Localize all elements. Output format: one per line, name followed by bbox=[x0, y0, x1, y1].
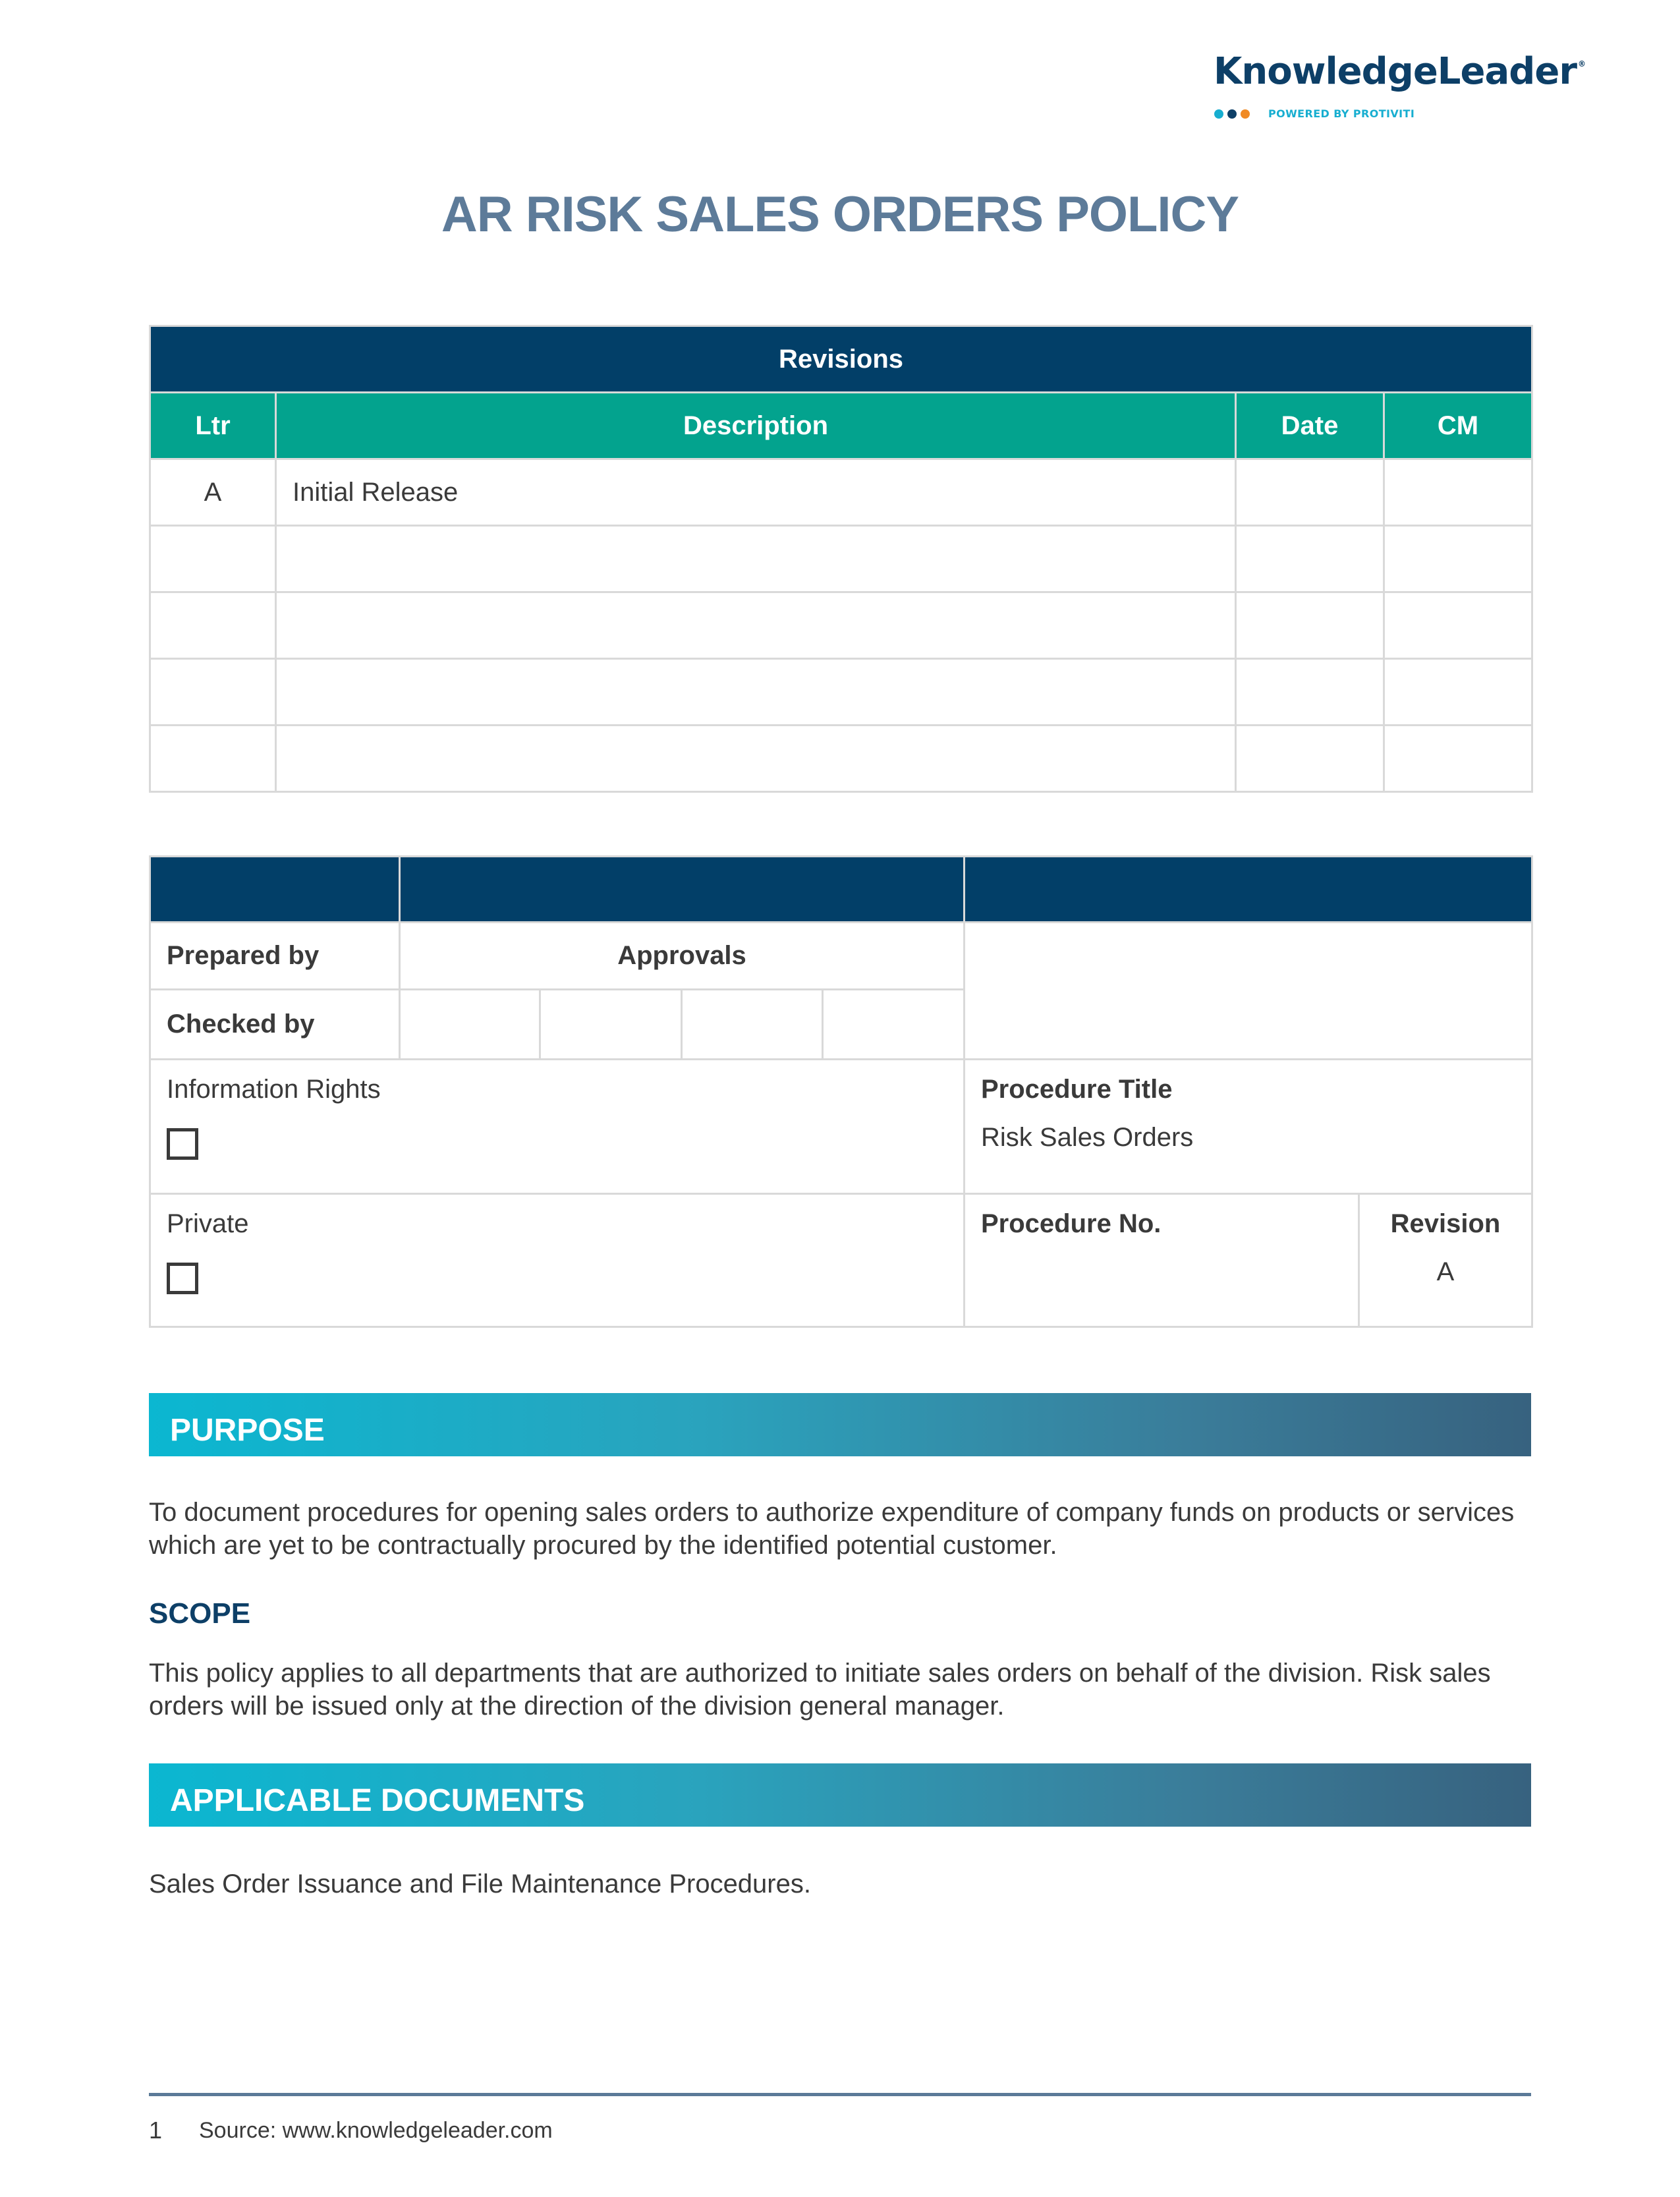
header-cell-3 bbox=[965, 857, 1532, 923]
page-number: 1 bbox=[149, 2117, 163, 2144]
column-header-date: Date bbox=[1236, 393, 1384, 459]
logo-tagline: POWERED BY PROTIVITI bbox=[1268, 107, 1415, 120]
cell-date[interactable] bbox=[1236, 592, 1384, 659]
column-header-ltr: Ltr bbox=[150, 393, 276, 459]
header-cell-1 bbox=[150, 857, 400, 923]
table-row bbox=[150, 592, 1532, 659]
revisions-heading: Revisions bbox=[150, 326, 1532, 393]
private-label: Private bbox=[167, 1209, 249, 1238]
approvals-blank-cell[interactable] bbox=[965, 923, 1532, 1060]
approvals-label: Approvals bbox=[400, 923, 965, 990]
information-rights-row bbox=[150, 1060, 1532, 1194]
header-cell-2 bbox=[400, 857, 965, 923]
logo-dots-icon bbox=[1214, 109, 1250, 119]
cell-date[interactable] bbox=[1236, 459, 1384, 526]
document-title: AR RISK SALES ORDERS POLICY bbox=[441, 186, 1239, 243]
cell-date[interactable] bbox=[1236, 726, 1384, 792]
cell-description[interactable] bbox=[276, 659, 1236, 726]
prepared-row bbox=[150, 923, 1532, 990]
procedure-title-label: Procedure Title bbox=[981, 1075, 1173, 1104]
private-cell bbox=[150, 1194, 965, 1327]
procedure-title-cell bbox=[965, 1060, 1532, 1194]
revision-label: Revision bbox=[1390, 1209, 1501, 1238]
information-rights-label: Information Rights bbox=[167, 1075, 381, 1104]
registered-mark: ® bbox=[1577, 59, 1585, 69]
footer-divider bbox=[149, 2093, 1531, 2096]
information-rights-cell bbox=[150, 1060, 965, 1194]
cell-description[interactable] bbox=[276, 726, 1236, 792]
table-row bbox=[150, 526, 1532, 592]
approval-signature-4[interactable] bbox=[823, 990, 965, 1060]
cell-ltr[interactable] bbox=[150, 526, 276, 592]
approval-signature-3[interactable] bbox=[682, 990, 823, 1060]
purpose-text: To document procedures for opening sales orders to authorize expenditure of company funds on products or services which are yet to be contractually procured by the identified potential customer. bbox=[149, 1498, 1515, 1560]
prepared-by-label: Prepared by bbox=[150, 923, 400, 990]
cell-cm[interactable] bbox=[1384, 659, 1532, 726]
procedure-no-cell bbox=[965, 1194, 1359, 1327]
cell-ltr[interactable] bbox=[150, 726, 276, 792]
approval-signature-1[interactable] bbox=[400, 990, 540, 1060]
information-rights-checkbox[interactable] bbox=[167, 1128, 198, 1160]
table-row bbox=[150, 459, 1532, 526]
approval-signature-2[interactable] bbox=[540, 990, 682, 1060]
applicable-documents-text: Sales Order Issuance and File Maintenance Procedures. bbox=[149, 1869, 811, 1898]
private-checkbox[interactable] bbox=[167, 1263, 198, 1294]
knowledgeleader-logo bbox=[1214, 50, 1585, 93]
cell-ltr[interactable]: A bbox=[150, 459, 276, 526]
logo-dot-cyan-icon bbox=[1214, 109, 1223, 119]
cell-cm[interactable] bbox=[1384, 459, 1532, 526]
revisions-heading-row bbox=[150, 326, 1532, 393]
applicable-documents-banner bbox=[149, 1763, 1531, 1827]
revision-cell bbox=[1359, 1194, 1532, 1327]
signoff-table bbox=[149, 855, 1533, 1328]
cell-date[interactable] bbox=[1236, 526, 1384, 592]
cell-cm[interactable] bbox=[1384, 526, 1532, 592]
cell-cm[interactable] bbox=[1384, 726, 1532, 792]
table-row bbox=[150, 726, 1532, 792]
logo-wordmark: KnowledgeLeader bbox=[1214, 50, 1577, 93]
cell-description[interactable]: Initial Release bbox=[276, 459, 1236, 526]
cell-cm[interactable] bbox=[1384, 592, 1532, 659]
private-row bbox=[150, 1194, 1532, 1327]
procedure-no-label: Procedure No. bbox=[981, 1209, 1162, 1238]
table-row bbox=[150, 659, 1532, 726]
applicable-documents-heading: APPLICABLE DOCUMENTS bbox=[170, 1783, 585, 1818]
signoff-header-row bbox=[150, 857, 1532, 923]
cell-description[interactable] bbox=[276, 592, 1236, 659]
cell-description[interactable] bbox=[276, 526, 1236, 592]
column-header-description: Description bbox=[276, 393, 1236, 459]
footer-source: Source: www.knowledgeleader.com bbox=[199, 2118, 553, 2143]
column-header-cm: CM bbox=[1384, 393, 1532, 459]
scope-text: This policy applies to all departments that are authorized to initiate sales orders on behalf of the division. Risk sales orders will be issued only at the direction of the division general manager. bbox=[149, 1659, 1491, 1721]
checked-by-label: Checked by bbox=[150, 990, 400, 1060]
revisions-column-header-row bbox=[150, 393, 1532, 459]
revision-value: A bbox=[1436, 1257, 1455, 1286]
cell-date[interactable] bbox=[1236, 659, 1384, 726]
revisions-table bbox=[149, 325, 1533, 793]
cell-ltr[interactable] bbox=[150, 659, 276, 726]
logo-dot-orange-icon bbox=[1241, 109, 1250, 119]
purpose-heading: PURPOSE bbox=[170, 1413, 325, 1448]
procedure-title-value: Risk Sales Orders bbox=[981, 1123, 1194, 1152]
logo-dot-navy-icon bbox=[1227, 109, 1237, 119]
purpose-banner bbox=[149, 1393, 1531, 1456]
scope-heading: SCOPE bbox=[149, 1597, 251, 1630]
cell-ltr[interactable] bbox=[150, 592, 276, 659]
